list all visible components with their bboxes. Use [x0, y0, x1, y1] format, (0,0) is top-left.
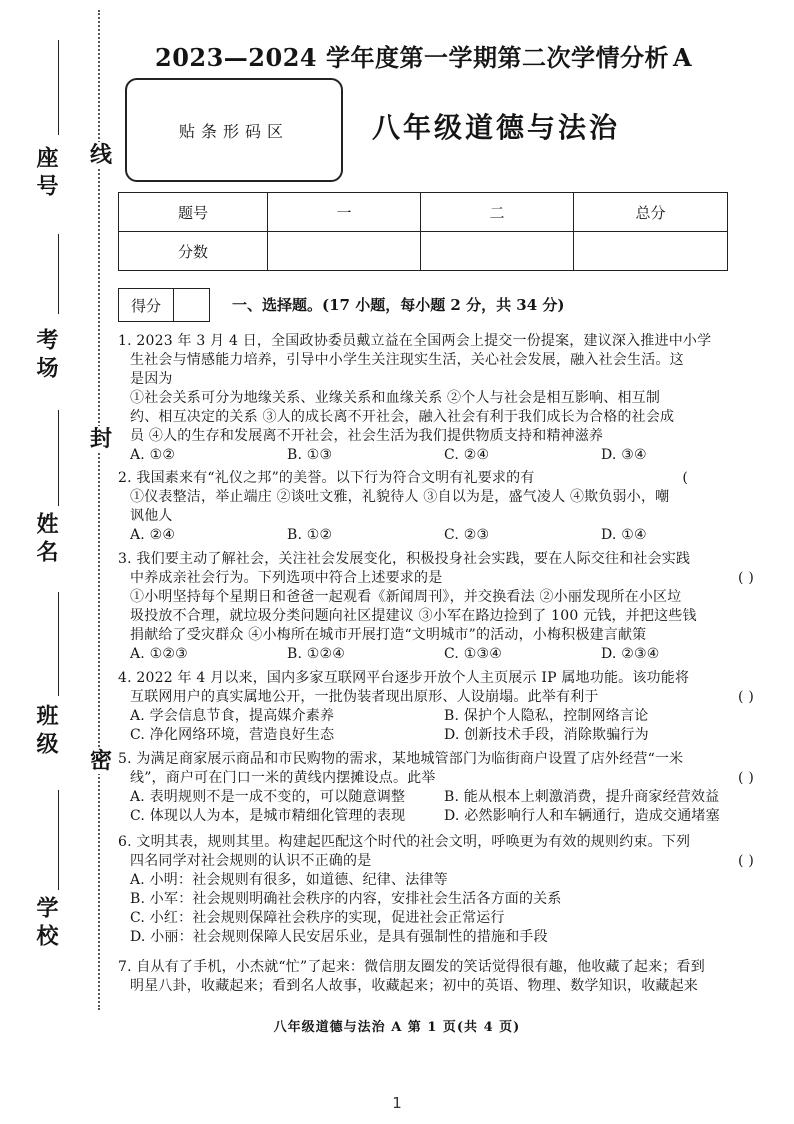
question-3: [118, 550, 758, 664]
section-score-label: 得分: [119, 289, 174, 321]
option-d[interactable]: D. ②③④: [601, 646, 660, 662]
question-line: 讽他人: [130, 508, 173, 524]
barcode-area: 贴条形码区: [125, 78, 343, 182]
question-6: [118, 833, 758, 947]
question-1: [118, 332, 758, 465]
question-line: 约、相互决定的关系 ③人的成长离不开社会，融入社会有利于我们成长为合格的社会成: [130, 409, 675, 425]
name-line[interactable]: [58, 410, 59, 506]
score-input-cell[interactable]: [268, 232, 421, 271]
room-line[interactable]: [58, 234, 59, 314]
question-line: 生社会与情感能力培养，引导中小学生关注现实生活，关心社会发展，融入社会生活。这: [130, 352, 684, 368]
option-b[interactable]: B. 保护个人隐私，控制网络言论: [444, 708, 649, 724]
score-table: [118, 192, 728, 271]
seat-line[interactable]: [58, 40, 59, 135]
question-line: 员 ④人的生存和发展离不开社会，社会生活为我们提供物质支持和精神滋养: [130, 428, 604, 444]
answer-paren[interactable]: ( ): [738, 853, 754, 869]
question-7: [118, 958, 758, 996]
option-c[interactable]: C. 净化网络环境，营造良好生态: [130, 727, 335, 743]
question-line: 7. 自从有了手机，小杰就“忙”了起来：微信朋友圈发的笑话觉得很有趣，他收藏了起来；看到: [118, 959, 705, 975]
subject-title: 八年级道德与法治: [372, 111, 621, 144]
option-b[interactable]: B. ①③: [287, 447, 333, 463]
option-b[interactable]: B. ①②④: [287, 646, 346, 662]
question-line: 3. 我们要主动了解社会，关注社会发展变化，积极投身社会实践，要在人际交往和社会实践: [118, 551, 691, 567]
question-line: 5. 为满足商家展示商品和市民购物的需求，某地城管部门为临街商户设置了店外经营“一米: [118, 751, 684, 767]
question-line: 是因为: [130, 371, 173, 387]
question-2: [118, 469, 758, 545]
score-header-cell: 题号: [119, 193, 268, 232]
section-score-box: [118, 288, 210, 322]
score-header-cell: 一: [268, 193, 421, 232]
exam-version: A: [672, 43, 693, 72]
option-a[interactable]: A. 小明：社会规则有很多，如道德、纪律、法律等: [130, 872, 448, 888]
option-b[interactable]: B. 小军：社会规则明确社会秩序的内容，安排社会生活各方面的关系: [130, 891, 562, 907]
option-d[interactable]: D. 必然影响行人和车辆通行，造成交通堵塞: [444, 808, 720, 824]
question-line: 1. 2023 年 3 月 4 日，全国政协委员戴立益在全国两会上提交一份提案，建议深入推进中小学: [118, 333, 712, 349]
option-a[interactable]: A. 学会信息节食，提高媒介素养: [130, 708, 335, 724]
page-footer: 八年级道德与法治 A 第 1 页(共 4 页): [273, 1020, 521, 1035]
option-d[interactable]: D. 创新技术手段，消除欺骗行为: [444, 727, 649, 743]
name-label: 姓名: [33, 512, 59, 568]
option-a[interactable]: A. ①②: [130, 447, 176, 463]
option-b[interactable]: B. ①②: [287, 527, 333, 543]
seal-word-line: 线: [90, 142, 113, 168]
option-a[interactable]: A. 表明规则不是一成不变的，可以随意调整: [130, 789, 406, 805]
school-label: 学校: [33, 896, 59, 952]
option-b[interactable]: B. 能从根本上刺激消费，提升商家经营效益: [444, 789, 720, 805]
seat-label: 座号: [33, 146, 59, 202]
answer-paren[interactable]: ( ): [738, 770, 754, 786]
option-c[interactable]: C. ②④: [444, 447, 490, 463]
option-a[interactable]: A. ②④: [130, 527, 176, 543]
score-header-cell: 总分: [574, 193, 728, 232]
question-line: 4. 2022 年 4 月以来，国内多家互联网平台逐步开放个人主页展示 IP 属地功能。该功能将: [118, 670, 690, 686]
room-label: 考场: [33, 328, 59, 384]
question-line: 中养成亲社会行为。下列选项中符合上述要求的是: [130, 570, 443, 586]
section-title: 一、选择题。(17 小题，每小题 2 分，共 34 分): [232, 296, 565, 314]
option-c[interactable]: C. 小红：社会规则保障社会秩序的实现，促进社会正常运行: [130, 910, 505, 926]
answer-paren[interactable]: ( ): [738, 570, 754, 586]
section-score-input[interactable]: [174, 289, 209, 321]
answer-paren[interactable]: ( ): [738, 689, 754, 705]
question-line: 圾投放不合理，就垃圾分类问题向社区提建议 ③小军在路边捡到了 100 元钱，并把这些钱: [130, 608, 697, 624]
score-input-cell[interactable]: [574, 232, 728, 271]
question-line: 6. 文明其表，规则其里。构建起匹配这个时代的社会文明，呼唤更为有效的规则约束。下列: [118, 834, 691, 850]
question-5: [118, 750, 758, 826]
score-input-cell[interactable]: [421, 232, 574, 271]
question-line: 捐献给了受灾群众 ④小梅所在城市开展打造“文明城市”的活动，小梅积极建言献策: [130, 627, 647, 643]
question-line: 四名同学对社会规则的认识不正确的是: [130, 853, 372, 869]
answer-paren[interactable]: (: [682, 470, 688, 486]
option-d[interactable]: D. 小丽：社会规则保障人民安居乐业，是具有强制性的措施和手段: [130, 929, 548, 945]
school-line[interactable]: [58, 790, 59, 890]
question-line: 线”，商户可在门口一米的黄线内摆摊设点。此举: [130, 770, 436, 786]
exam-title-text: 2023—2024 学年度第一学期第二次学情分析: [155, 43, 669, 72]
question-line: 明星八卦，收藏起来；看到名人故事，收藏起来；初中的英语、物理、数学知识，收藏起来: [130, 978, 698, 994]
score-header-cell: 二: [421, 193, 574, 232]
question-line: 互联网用户的真实属地公开，一批伪装者现出原形、人设崩塌。此举有利于: [130, 689, 599, 705]
question-4: [118, 669, 758, 745]
exam-title: [155, 38, 692, 73]
question-line: ①小明坚持每个星期日和爸爸一起观看《新闻周刊》，并交换看法 ②小丽发现所在小区垃: [130, 589, 682, 605]
page-number: 1: [392, 1094, 402, 1112]
seal-word-secret: 密: [90, 748, 113, 774]
option-a[interactable]: A. ①②③: [130, 646, 188, 662]
option-c[interactable]: C. ②③: [444, 527, 490, 543]
class-label: 班级: [33, 704, 59, 760]
option-c[interactable]: C. 体现以人为本，是城市精细化管理的表现: [130, 808, 406, 824]
option-d[interactable]: D. ③④: [601, 447, 647, 463]
option-c[interactable]: C. ①③④: [444, 646, 502, 662]
question-line: ①社会关系可分为地缘关系、业缘关系和血缘关系 ②个人与社会是相互影响、相互制: [130, 390, 661, 406]
option-d[interactable]: D. ①④: [601, 527, 647, 543]
seal-word-seal: 封: [90, 426, 113, 452]
score-row-label: 分数: [119, 232, 268, 271]
question-line: ①仪表整洁，举止端庄 ②谈吐文雅，礼貌待人 ③自以为是，盛气凌人 ④欺负弱小，嘲: [130, 489, 670, 505]
question-line: 2. 我国素来有“礼仪之邦”的美誉。以下行为符合文明有礼要求的有: [118, 470, 535, 486]
class-line[interactable]: [58, 592, 59, 696]
